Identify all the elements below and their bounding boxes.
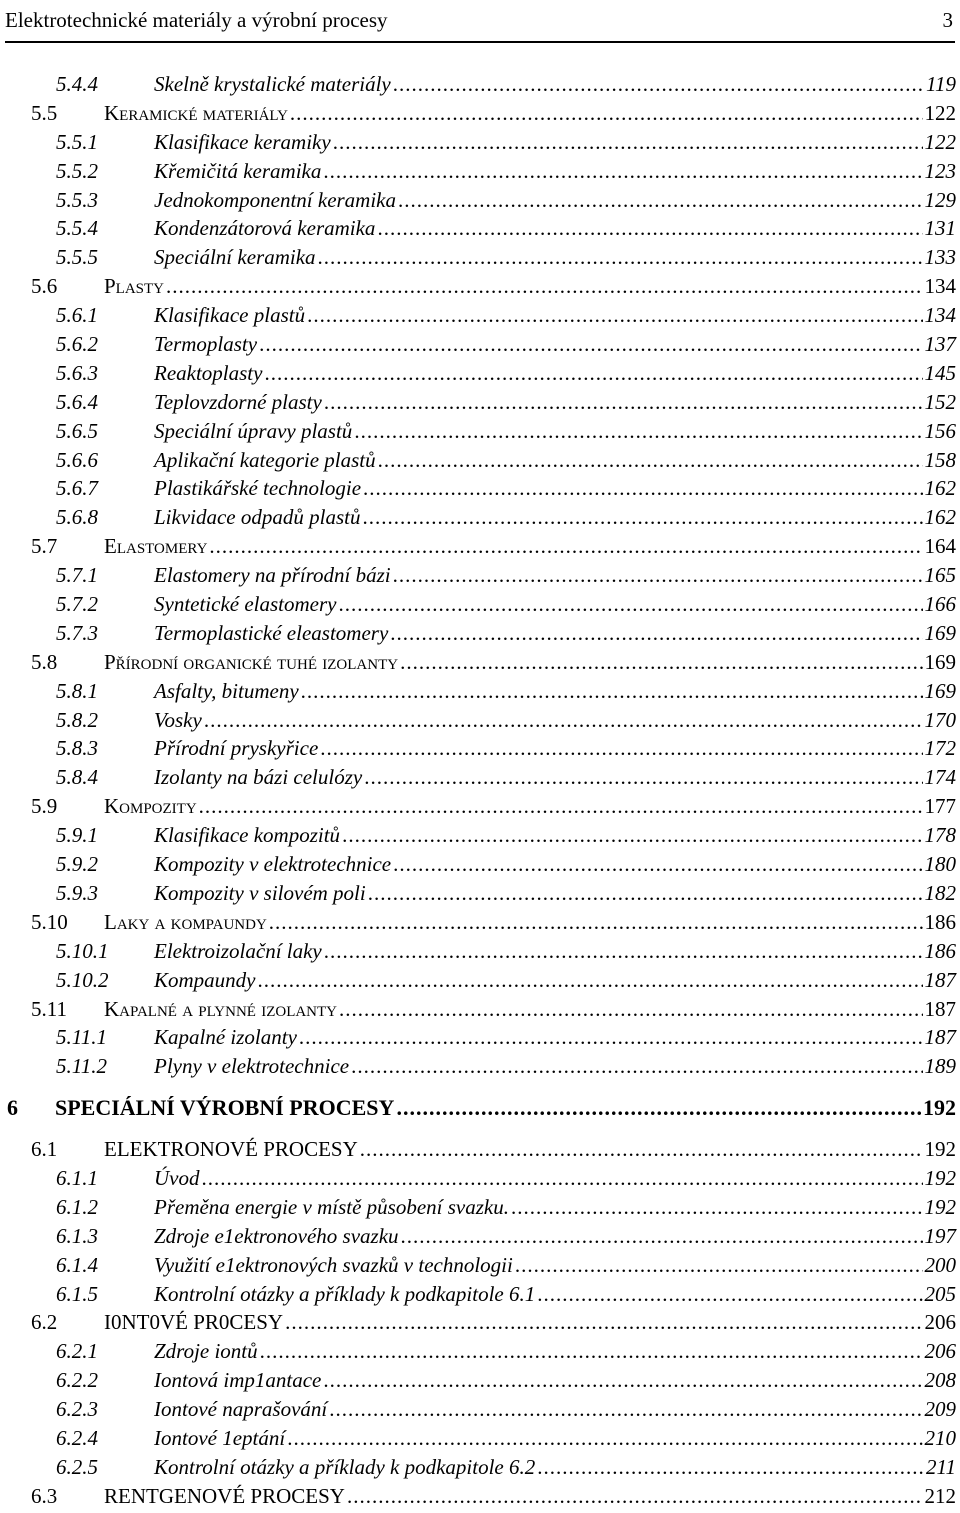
- toc-leader-dots: [515, 1251, 923, 1280]
- toc-entry-title: Kontrolní otázky a příklady k podkapitole 6.2: [154, 1454, 536, 1479]
- toc-entry-page: 192: [924, 1194, 956, 1219]
- toc-leader-dots: [285, 1308, 922, 1337]
- toc-entry-number: 5.10: [31, 909, 68, 934]
- toc-leader-dots: [396, 1094, 921, 1123]
- toc-entry-number: 5.6.5: [56, 418, 98, 443]
- toc-entry-page: 210: [924, 1425, 956, 1450]
- toc-entry-title: Termoplastické eleastomery: [154, 620, 389, 645]
- toc-entry: [0, 359, 960, 388]
- header-title: Elektrotechnické materiály a výrobní procesy: [5, 8, 388, 32]
- toc-entry-number: 6.1.1: [56, 1165, 98, 1190]
- toc-entry-page: 131: [924, 216, 956, 241]
- toc-entry-page: 177: [924, 794, 956, 819]
- toc-entry-number: 5.7.1: [56, 563, 98, 588]
- toc-entry-number: 5.11: [31, 996, 67, 1021]
- toc-entry-page: 209: [924, 1397, 956, 1422]
- toc-entry-number: 5.6.3: [56, 360, 98, 385]
- toc-leader-dots: [323, 1366, 922, 1395]
- toc-entry-title: Elastomery: [104, 534, 208, 559]
- toc-entry: [0, 1337, 960, 1366]
- toc-entry: [0, 1251, 960, 1280]
- toc-entry-page: 186: [924, 938, 956, 963]
- toc-entry-title: Teplovzdorné plasty: [154, 389, 322, 414]
- toc-entry-number: 5.8.1: [56, 678, 98, 703]
- toc-entry-title: Skelně krystalické materiály: [154, 72, 391, 96]
- toc-entry-title: SPECIÁLNÍ VÝROBNÍ PROCESY: [55, 1095, 395, 1121]
- toc-entry-number: 6.1: [31, 1137, 58, 1162]
- toc-entry-title: Reaktoplasty: [154, 360, 263, 385]
- toc-entry: [0, 1222, 960, 1251]
- toc-entry: [0, 590, 960, 619]
- toc-entry-title: Speciální keramika: [154, 245, 316, 270]
- toc-entry: [0, 446, 960, 475]
- toc-leader-dots: [511, 1193, 923, 1222]
- toc-entry-title: Iontová imp1antace: [154, 1368, 322, 1393]
- toc-entry-page: 174: [924, 765, 956, 790]
- toc-entry-number: 5.6.6: [56, 447, 98, 472]
- toc-entry: [0, 677, 960, 706]
- toc-entry-title: Klasifikace kompozitů: [154, 823, 341, 848]
- toc-leader-dots: [209, 532, 922, 561]
- toc-entry-page: 145: [924, 360, 956, 385]
- toc-entry-title: Elastomery na přírodní bázi: [154, 563, 391, 588]
- toc-entry: [0, 648, 960, 677]
- toc-leader-dots: [393, 850, 922, 879]
- toc-entry-title: Termoplasty: [154, 332, 258, 357]
- toc-entry: [0, 1395, 960, 1424]
- toc-entry-page: 187: [924, 967, 956, 992]
- toc-entry-page: 169: [924, 649, 956, 674]
- table-of-contents: [0, 70, 960, 1511]
- toc-leader-dots: [342, 821, 922, 850]
- toc-entry-page: 178: [924, 823, 956, 848]
- toc-leader-dots: [537, 1280, 922, 1309]
- toc-leader-dots: [269, 908, 923, 937]
- toc-entry-number: 6.2.5: [56, 1454, 98, 1479]
- toc-entry-title: Zdroje iontů: [154, 1339, 258, 1364]
- toc-entry-number: 5.11.1: [56, 1025, 107, 1050]
- toc-entry-page: 200: [924, 1252, 956, 1277]
- toc-entry-number: 5.8.2: [56, 707, 98, 732]
- toc-entry-title: Zdroje e1ektronového svazku: [154, 1223, 399, 1248]
- toc-entry-title: Likvidace odpadů plastů: [154, 505, 361, 530]
- toc-entry-page: 205: [924, 1281, 956, 1306]
- toc-entry-title: Kompozity: [104, 794, 197, 819]
- toc-leader-dots: [259, 330, 922, 359]
- toc-entry: [0, 128, 960, 157]
- toc-leader-dots: [318, 243, 923, 272]
- toc-entry: [0, 272, 960, 301]
- toc-entry: [0, 1193, 960, 1222]
- toc-leader-dots: [401, 1222, 923, 1251]
- toc-leader-dots: [400, 648, 922, 677]
- toc-entry-page: 172: [924, 736, 956, 761]
- toc-entry: [0, 388, 960, 417]
- toc-entry: [0, 792, 960, 821]
- toc-entry: [0, 1366, 960, 1395]
- toc-leader-dots: [166, 272, 922, 301]
- toc-leader-dots: [339, 590, 923, 619]
- toc-entry-title: Asfalty, bitumeny: [154, 678, 299, 703]
- toc-leader-dots: [398, 186, 922, 215]
- toc-entry: [0, 330, 960, 359]
- toc-entry-number: 5.6: [31, 274, 58, 299]
- toc-entry-title: Kompozity v silovém poli: [154, 880, 366, 905]
- toc-leader-dots: [354, 417, 922, 446]
- toc-entry-number: 5.4.4: [56, 72, 98, 96]
- toc-leader-dots: [333, 128, 923, 157]
- toc-entry-number: 6.1.4: [56, 1252, 98, 1277]
- toc-entry-page: 208: [924, 1368, 956, 1393]
- toc-entry-title: Plastikářské technologie: [154, 476, 362, 501]
- toc-entry-page: 169: [924, 678, 956, 703]
- toc-entry-number: 6.1.2: [56, 1194, 98, 1219]
- toc-entry: [0, 157, 960, 186]
- toc-leader-dots: [378, 446, 923, 475]
- toc-entry-page: 137: [924, 332, 956, 357]
- toc-entry-page: 170: [924, 707, 956, 732]
- toc-entry-page: 211: [926, 1454, 956, 1479]
- toc-leader-dots: [199, 792, 923, 821]
- toc-entry-number: 5.5.5: [56, 245, 98, 270]
- toc-entry-title: Přeměna energie v místě působení svazku.: [154, 1194, 509, 1219]
- toc-entry: [0, 1280, 960, 1309]
- toc-entry-page: 133: [924, 245, 956, 270]
- toc-leader-dots: [351, 1052, 922, 1081]
- toc-entry-page: 180: [924, 852, 956, 877]
- toc-entry-title: Aplikační kategorie plastů: [154, 447, 376, 472]
- toc-entry-page: 134: [924, 274, 956, 299]
- toc-leader-dots: [363, 474, 922, 503]
- toc-entry-number: 5.5.2: [56, 158, 98, 183]
- toc-leader-dots: [287, 1424, 922, 1453]
- toc-entry: [0, 1308, 960, 1337]
- toc-entry-number: 5.7.3: [56, 620, 98, 645]
- toc-entry-page: 187: [924, 996, 956, 1021]
- toc-entry-number: 5.5.1: [56, 129, 98, 154]
- toc-entry: [0, 503, 960, 532]
- toc-leader-dots: [362, 503, 922, 532]
- toc-entry-title: Elektroizolační laky: [154, 938, 322, 963]
- toc-entry-title: ELEKTRONOVÉ PROCESY: [104, 1137, 358, 1162]
- toc-entry-page: 206: [924, 1310, 956, 1335]
- toc-entry-number: 5.9.1: [56, 823, 98, 848]
- toc-entry-number: 5.6.2: [56, 332, 98, 357]
- toc-entry-page: 192: [924, 1137, 956, 1162]
- page-header: [5, 0, 955, 43]
- toc-entry-page: 129: [924, 187, 956, 212]
- toc-entry-title: Speciální úpravy plastů: [154, 418, 353, 443]
- toc-entry-number: 6.2.3: [56, 1397, 98, 1422]
- toc-leader-dots: [390, 619, 922, 648]
- toc-entry: [0, 214, 960, 243]
- toc-entry-number: 6.1.5: [56, 1281, 98, 1306]
- toc-entry-number: 5.11.2: [56, 1054, 107, 1079]
- toc-entry-number: 5.9.3: [56, 880, 98, 905]
- toc-entry-number: 5.6.4: [56, 389, 98, 414]
- toc-leader-dots: [299, 1023, 923, 1052]
- toc-entry-number: 5.6.8: [56, 505, 98, 530]
- toc-leader-dots: [393, 70, 924, 99]
- toc-leader-dots: [204, 706, 923, 735]
- toc-entry-page: 187: [924, 1025, 956, 1050]
- toc-entry-page: 122: [924, 100, 956, 125]
- toc-entry-number: 5.5: [31, 100, 58, 125]
- toc-entry-number: 5.8.3: [56, 736, 98, 761]
- toc-leader-dots: [377, 214, 922, 243]
- toc-entry: [0, 879, 960, 908]
- header-page-number: 3: [942, 8, 953, 32]
- toc-entry-number: 5.5.3: [56, 187, 98, 212]
- toc-entry-title: Kapalné izolanty: [154, 1025, 297, 1050]
- toc-leader-dots: [307, 301, 922, 330]
- toc-leader-dots: [290, 99, 923, 128]
- toc-entry-title: Keramické materiály: [104, 100, 288, 125]
- toc-entry: [0, 99, 960, 128]
- toc-entry-number: 5.10.2: [56, 967, 109, 992]
- toc-entry-number: 6.1.3: [56, 1223, 98, 1248]
- toc-entry-title: Přírodní pryskyřice: [154, 736, 319, 761]
- toc-entry-number: 6.3: [31, 1483, 58, 1508]
- toc-entry-title: Klasifikace plastů: [154, 303, 306, 328]
- toc-entry-title: Využití e1ektronových svazků v technologii: [154, 1252, 513, 1277]
- toc-entry-number: 6.2: [31, 1310, 58, 1335]
- toc-entry: [0, 186, 960, 215]
- toc-entry: [0, 561, 960, 590]
- toc-entry-page: 156: [924, 418, 956, 443]
- toc-entry: [0, 966, 960, 995]
- toc-entry-page: 123: [924, 158, 956, 183]
- toc-entry-title: Plasty: [104, 274, 165, 299]
- toc-entry-title: Syntetické elastomery: [154, 592, 337, 617]
- toc-entry-page: 152: [924, 389, 956, 414]
- toc-leader-dots: [320, 734, 922, 763]
- toc-entry-number: 5.7: [31, 534, 58, 559]
- toc-leader-dots: [301, 677, 923, 706]
- toc-entry-page: 212: [924, 1483, 956, 1508]
- toc-entry-number: 6.2.1: [56, 1339, 98, 1364]
- toc-entry-number: 6: [7, 1095, 18, 1121]
- toc-entry-number: 5.6.1: [56, 303, 98, 328]
- toc-entry-page: 192: [923, 1095, 956, 1121]
- toc-entry-title: Izolanty na bázi celulózy: [154, 765, 363, 790]
- toc-entry: [0, 417, 960, 446]
- toc-entry: [0, 70, 960, 99]
- toc-leader-dots: [368, 879, 923, 908]
- toc-leader-dots: [537, 1453, 924, 1482]
- toc-entry: [0, 1424, 960, 1453]
- toc-entry-page: 164: [924, 534, 956, 559]
- toc-entry: [0, 908, 960, 937]
- toc-entry-number: 5.8: [31, 649, 58, 674]
- toc-entry: [0, 1094, 960, 1123]
- toc-entry: [0, 1453, 960, 1482]
- toc-entry-page: 197: [924, 1223, 956, 1248]
- toc-leader-dots: [339, 995, 922, 1024]
- toc-entry-page: 158: [924, 447, 956, 472]
- toc-entry: [0, 1164, 960, 1193]
- toc-entry-title: Klasifikace keramiky: [154, 129, 331, 154]
- toc-entry-title: Kondenzátorová keramika: [154, 216, 376, 241]
- toc-entry-page: 162: [924, 505, 956, 530]
- toc-entry: [0, 474, 960, 503]
- toc-entry-page: 119: [926, 72, 956, 96]
- toc-entry-title: Plyny v elektrotechnice: [154, 1054, 350, 1079]
- toc-entry-title: Kompozity v elektrotechnice: [154, 852, 392, 877]
- toc-entry-page: 186: [924, 909, 956, 934]
- toc-entry-page: 122: [924, 129, 956, 154]
- toc-entry-title: Iontové naprašování: [154, 1397, 328, 1422]
- toc-entry: [0, 1135, 960, 1164]
- toc-entry: [0, 763, 960, 792]
- toc-leader-dots: [324, 937, 923, 966]
- toc-entry-title: Přírodní organické tuhé izolanty: [104, 649, 399, 674]
- toc-leader-dots: [258, 966, 923, 995]
- toc-entry: [0, 243, 960, 272]
- toc-leader-dots: [329, 1395, 922, 1424]
- toc-leader-dots: [260, 1337, 923, 1366]
- toc-entry: [0, 619, 960, 648]
- toc-entry-title: Kontrolní otázky a příklady k podkapitole 6.1: [154, 1281, 536, 1306]
- toc-entry-title: RENTGENOVÉ PROCESY: [104, 1483, 345, 1508]
- toc-entry: [0, 706, 960, 735]
- toc-leader-dots: [360, 1135, 923, 1164]
- toc-entry-title: Jednokomponentní keramika: [154, 187, 397, 212]
- toc-entry-title: Vosky: [154, 707, 202, 732]
- toc-entry-title: Úvod: [154, 1165, 200, 1190]
- toc-entry-title: I0NT0VÉ PR0CESY: [104, 1310, 284, 1335]
- toc-entry: [0, 734, 960, 763]
- toc-entry-title: Křemičitá keramika: [154, 158, 322, 183]
- toc-leader-dots: [324, 388, 923, 417]
- toc-entry-number: 5.6.7: [56, 476, 98, 501]
- toc-entry-number: 5.8.4: [56, 765, 98, 790]
- toc-entry-title: Laky a kompaundy: [104, 909, 267, 934]
- toc-entry-number: 6.2.4: [56, 1425, 98, 1450]
- toc-entry-page: 182: [924, 880, 956, 905]
- toc-entry: [0, 995, 960, 1024]
- toc-entry-number: 5.5.4: [56, 216, 98, 241]
- toc-entry-page: 166: [924, 592, 956, 617]
- toc-leader-dots: [393, 561, 923, 590]
- toc-entry-page: 134: [924, 303, 956, 328]
- toc-entry-title: Kapalné a plynné izolanty: [104, 996, 338, 1021]
- toc-leader-dots: [323, 157, 922, 186]
- toc-leader-dots: [347, 1482, 923, 1511]
- toc-entry-number: 6.2.2: [56, 1368, 98, 1393]
- toc-entry: [0, 301, 960, 330]
- toc-entry-page: 169: [924, 620, 956, 645]
- toc-entry-page: 192: [924, 1165, 956, 1190]
- toc-leader-dots: [264, 359, 922, 388]
- toc-entry-page: 189: [924, 1054, 956, 1079]
- toc-entry-page: 206: [924, 1339, 956, 1364]
- toc-entry: [0, 1052, 960, 1081]
- toc-entry-number: 5.7.2: [56, 592, 98, 617]
- toc-entry-title: Iontové 1eptání: [154, 1425, 286, 1450]
- toc-entry: [0, 532, 960, 561]
- toc-entry: [0, 850, 960, 879]
- toc-entry-number: 5.9: [31, 794, 58, 819]
- toc-entry: [0, 821, 960, 850]
- toc-entry: [0, 937, 960, 966]
- toc-entry-number: 5.10.1: [56, 938, 109, 963]
- toc-entry-number: 5.9.2: [56, 852, 98, 877]
- toc-entry-title: Kompaundy: [154, 967, 256, 992]
- toc-entry-page: 162: [924, 476, 956, 501]
- toc-leader-dots: [202, 1164, 923, 1193]
- toc-entry-page: 165: [924, 563, 956, 588]
- toc-leader-dots: [364, 763, 922, 792]
- toc-entry: [0, 1023, 960, 1052]
- toc-entry: [0, 1482, 960, 1511]
